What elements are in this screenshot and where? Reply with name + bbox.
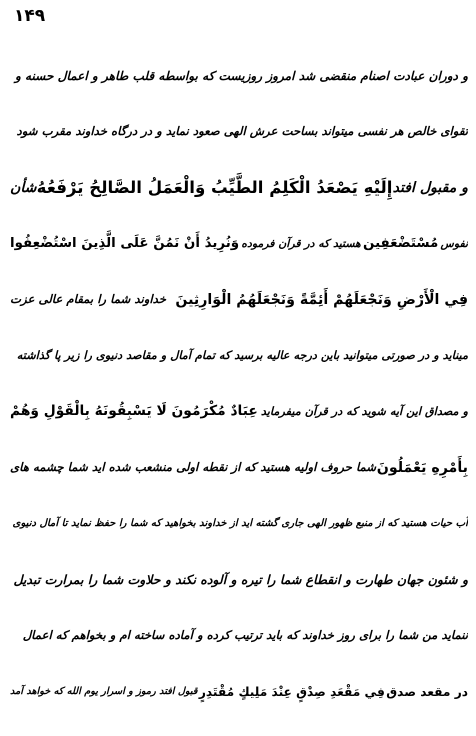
prose-segment: قبول افتد رموز و اسرار یوم الله که خواهد آمد — [10, 686, 198, 698]
quran-verse: در مقعد صدق — [386, 684, 468, 699]
prose-segment: و مقبول افتد — [392, 179, 468, 196]
text-line — [10, 608, 468, 664]
prose-segment: شما حروف اولیه هستید که از نقطه اولی منشعب شده اید شما چشمه های — [10, 460, 377, 475]
quran-verse: فِي مَقْعَدِ صِدْقٍ عِنْدَ مَلِيكٍ مُقْتَدِرٍ — [198, 684, 385, 699]
page-number: ۱۴۹ — [14, 6, 46, 26]
prose-segment: و مصداق این آیه شوید که در قرآن میفرماید — [260, 405, 468, 419]
prose-segment: نفوس — [440, 236, 468, 250]
prose-segment: ننماید من شما را برای روز خداوند که باید ترتیب کرده و آماده ساخته ام و بخواهم که اعمال — [22, 628, 468, 643]
text-line — [10, 160, 468, 216]
prose-segment: خداوند شما را بمقام عالی عزت — [10, 292, 166, 307]
quran-verse: فِي الْأَرْضِ وَنَجْعَلَهُمْ أَئِمَّةً وَنَجْعَلَهُمُ الْوَارِثِينَ — [175, 291, 468, 308]
prose-segment: هستید که در قرآن فرموده — [241, 236, 361, 250]
quran-verse: وَنُرِيدُ أَنْ نَمُنَّ عَلَى الَّذِينَ اسْتُضْعِفُوا — [10, 236, 240, 252]
quran-verse: مُسْتَضْعَفِين — [363, 236, 439, 252]
prose-segment: شأن — [10, 179, 37, 196]
prose-segment: و دوران عبادت اصنام منقضی شد امروز روزیست که بواسطه قلب طاهر و اعمال حسنه و — [14, 68, 468, 83]
text-block — [10, 48, 468, 720]
text-line — [10, 664, 468, 720]
text-line — [10, 104, 468, 160]
text-line — [10, 216, 468, 272]
quran-verse: عِبَادٌ مُكْرَمُونَ لَا يَسْبِقُونَهُ بِالْقَوْلِ وَهُمْ — [10, 403, 258, 420]
prose-segment: میناید و در صورتی میتوانید باین درجه عالیه برسید که تمام آمال و مقاصد دنیوی را زیر پا گذاشته — [16, 349, 468, 363]
text-line — [10, 48, 468, 104]
text-line — [10, 440, 468, 496]
text-line — [10, 328, 468, 384]
text-line — [10, 496, 468, 552]
text-line — [10, 272, 468, 328]
prose-segment: و شئون جهان طهارت و انقطاع شما را تیره و آلوده نکند و حلاوت شما را بمرارت تبدیل — [13, 571, 468, 587]
prose-segment: آب حیات هستید که از منبع ظهور الهی جاری گشته اید از خداوند بخواهید که شما را حفظ نماید تا آمال دنیوی — [12, 517, 468, 529]
text-line — [10, 552, 468, 608]
quran-verse: إِلَيْهِ يَصْعَدُ الْكَلِمُ الطَّيِّبُ وَالْعَمَلُ الصَّالِحُ يَرْفَعُهُ — [36, 177, 393, 197]
quran-verse: بِأَمْرِهِ يَعْمَلُونَ — [376, 459, 468, 476]
prose-segment: تقوای خالص هر نفسی میتواند بساحت عرش الهی صعود نماید و در درگاه خداوند مقرب شود — [16, 124, 468, 139]
text-line — [10, 384, 468, 440]
